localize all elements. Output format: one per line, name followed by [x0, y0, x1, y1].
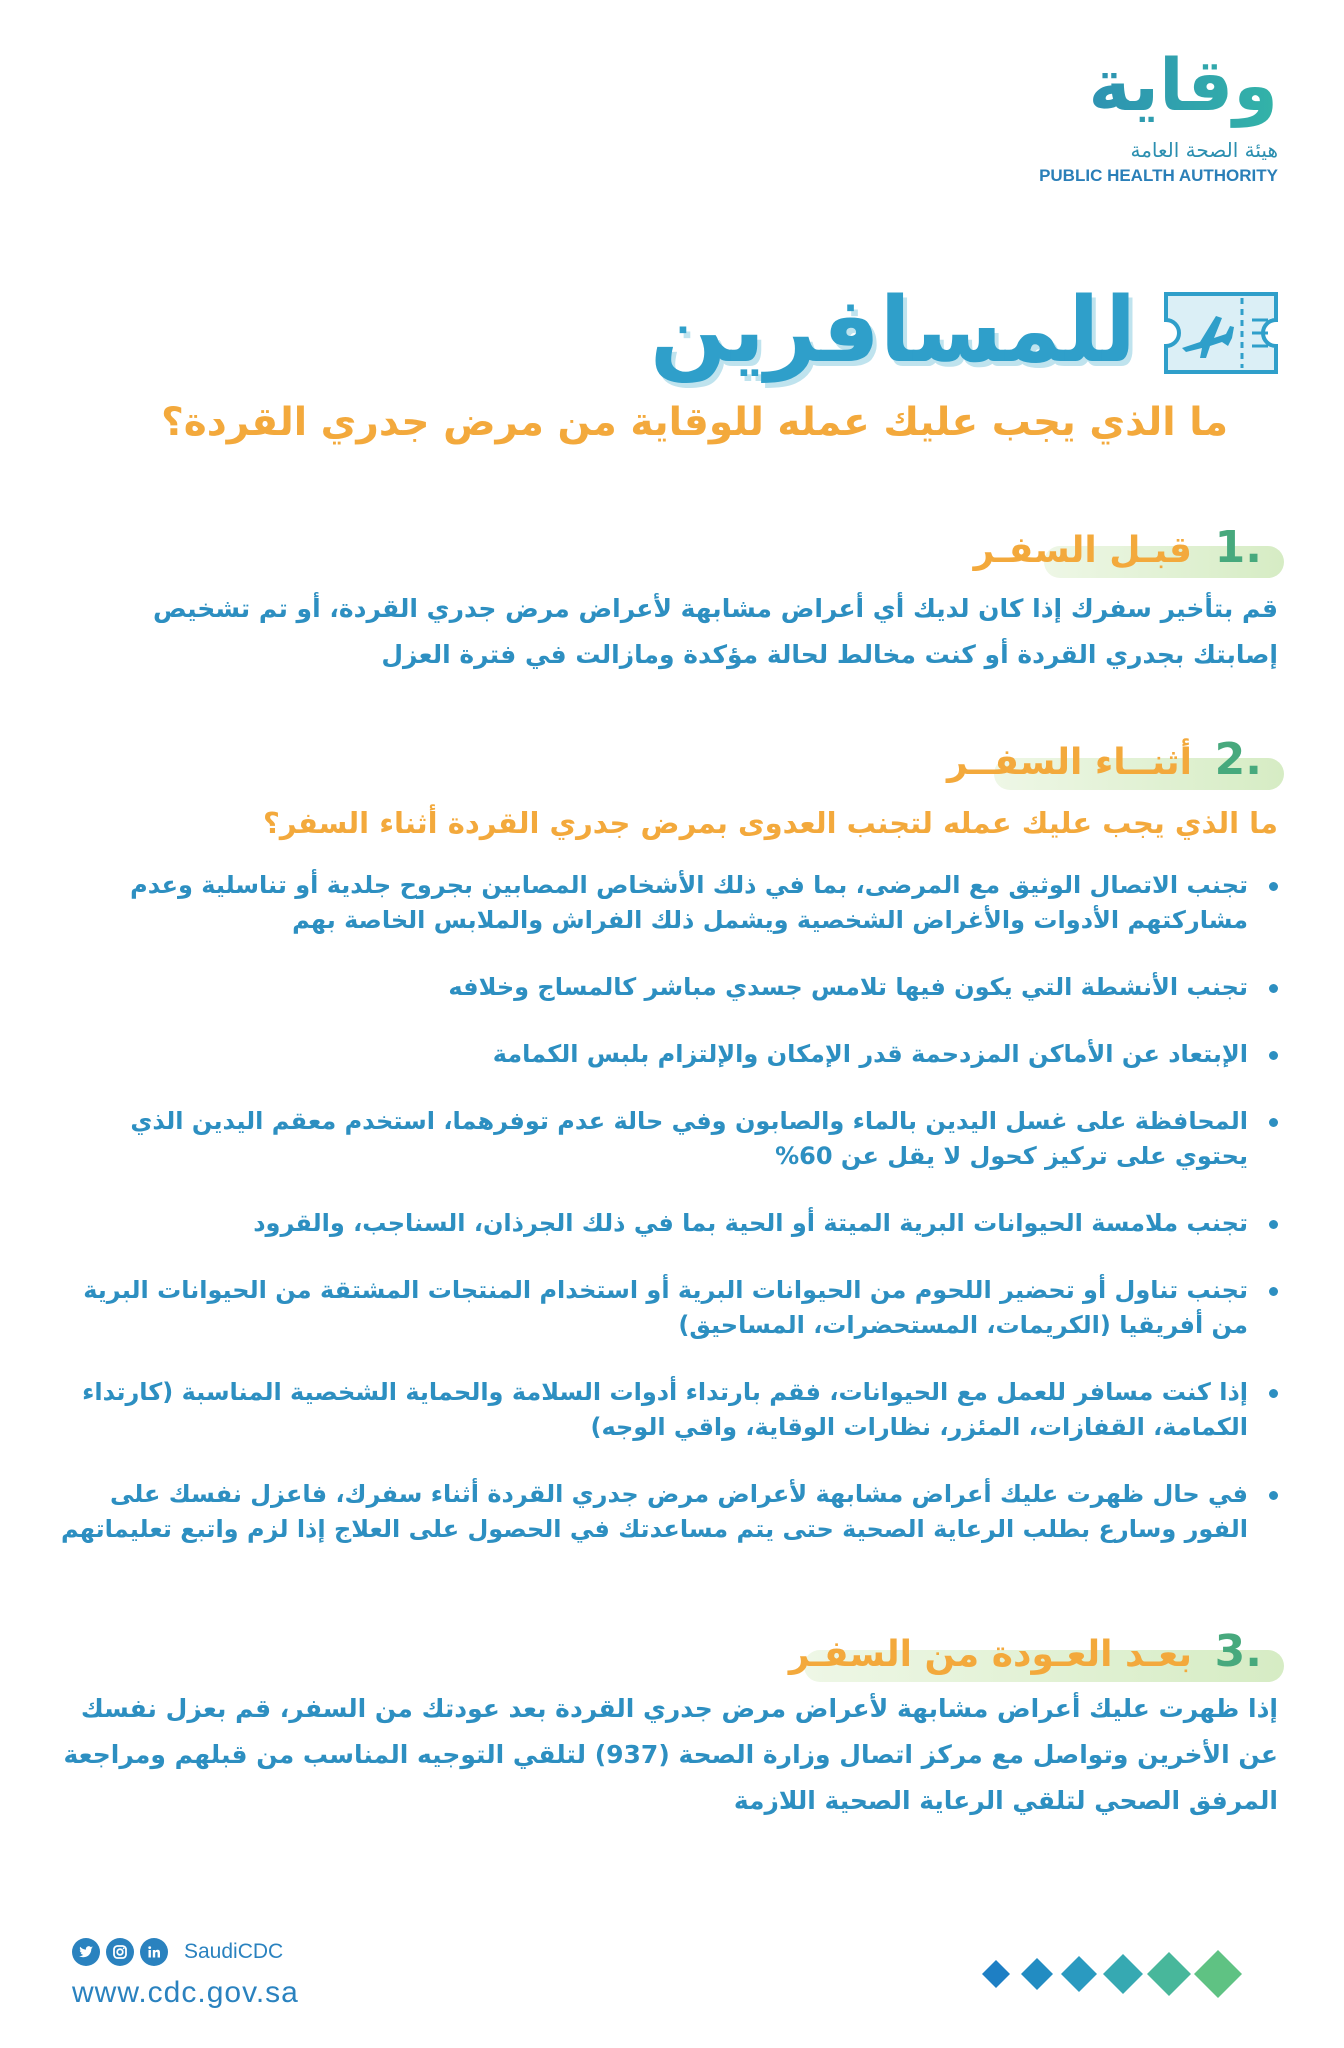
- linkedin-icon[interactable]: [140, 1938, 168, 1966]
- section-1-title: قبـل السفـر: [973, 530, 1192, 571]
- social-handle[interactable]: SaudiCDC: [184, 1940, 284, 1963]
- social-links: [72, 1938, 312, 1966]
- section-2-heading: [946, 734, 1284, 792]
- section-2-question: ما الذي يجب عليك عمله لتجنب العدوى بمرض جدري القردة أثناء السفر؟: [263, 806, 1278, 840]
- brand-subtitle-en: PUBLIC HEALTH AUTHORITY: [1039, 166, 1278, 185]
- footer-contact: [72, 1938, 312, 2010]
- brand-name: وقاية: [978, 40, 1278, 130]
- section-2-bullet-list: [52, 868, 1282, 1579]
- plane-ticket-icon: [1160, 290, 1282, 376]
- list-item: تجنب الأنشطة التي يكون فيها تلامس جسدي مباشر كالمساج وخلافه: [52, 970, 1282, 1005]
- section-3-number: 3.: [1214, 1626, 1262, 1677]
- section-3-body: إذا ظهرت عليك أعراض مشابهة لأعراض مرض جدري القردة بعد عودتك من السفر، قم بعزل نفسك عن الأخرين وتواصل مع مركز اتصال وزارة الصحة (937) لتلقي التوجيه المناسب من قبلهم ومراجعة المرفق الصحي لتلقي الرعاية الصحية اللازمة: [63, 1694, 1278, 1815]
- brand-logo: [978, 40, 1278, 186]
- twitter-icon[interactable]: [72, 1938, 100, 1966]
- section-1-number: 1.: [1214, 522, 1262, 573]
- section-2-number: 2.: [1214, 734, 1262, 785]
- instagram-icon[interactable]: [106, 1938, 134, 1966]
- list-item: في حال ظهرت عليك أعراض مشابهة لأعراض مرض جدري القردة أثناء سفرك، فاعزل نفسك على الفور وسارع بطلب الرعاية الصحية حتى يتم مساعدتك في الحصول على العلاج إذا لزم واتبع تعليماتهم: [52, 1477, 1282, 1547]
- list-item: إذا كنت مسافر للعمل مع الحيوانات، فقم بارتداء أدوات السلامة والحماية الشخصية المناسبة (كارتداء الكمامة، القفازات، المئزر، نظارات الوقاية، واقي الوجه): [52, 1375, 1282, 1445]
- website-link[interactable]: www.cdc.gov.sa: [72, 1976, 299, 2009]
- list-item: الإبتعاد عن الأماكن المزدحمة قدر الإمكان والإلتزام بلبس الكمامة: [52, 1037, 1282, 1072]
- section-1-heading: [973, 522, 1284, 580]
- brand-subtitle-ar: هيئة الصحة العامة: [1130, 138, 1278, 162]
- list-item: تجنب الاتصال الوثيق مع المرضى، بما في ذلك الأشخاص المصابين بجروح جلدية أو تناسلية وعدم مشاركتهم الأدوات والأغراض الشخصية ويشمل ذلك الفراش والملابس الخاصة بهم: [52, 868, 1282, 938]
- section-2-title: أثنــاء السفــر: [946, 742, 1192, 783]
- list-item: تجنب ملامسة الحيوانات البرية الميتة أو الحية بما في ذلك الجرذان، السناجب، والقرود: [52, 1206, 1282, 1241]
- page-title: للمسافرين: [650, 278, 1136, 383]
- section-3-heading: [788, 1626, 1284, 1684]
- decorative-diamonds: [982, 1945, 1282, 2005]
- section-1-body: قم بتأخير سفرك إذا كان لديك أي أعراض مشابهة لأعراض مرض جدري القردة، أو تم تشخيص إصابتك بجدري القردة أو كنت مخالط لحالة مؤكدة ومازالت في فترة العزل: [153, 594, 1278, 669]
- section-3-title: بعـد العـودة من السفـر: [788, 1634, 1192, 1675]
- list-item: تجنب تناول أو تحضير اللحوم من الحيوانات البرية أو استخدام المنتجات المشتقة من الحيوانات البرية من أفريقيا (الكريمات، المستحضرات، المساحيق): [52, 1273, 1282, 1343]
- list-item: المحافظة على غسل اليدين بالماء والصابون وفي حالة عدم توفرهما، استخدم معقم اليدين الذي يحتوي على تركيز كحول لا يقل عن 60%: [52, 1104, 1282, 1174]
- page-subtitle: ما الذي يجب عليك عمله للوقاية من مرض جدري القردة؟: [161, 400, 1228, 445]
